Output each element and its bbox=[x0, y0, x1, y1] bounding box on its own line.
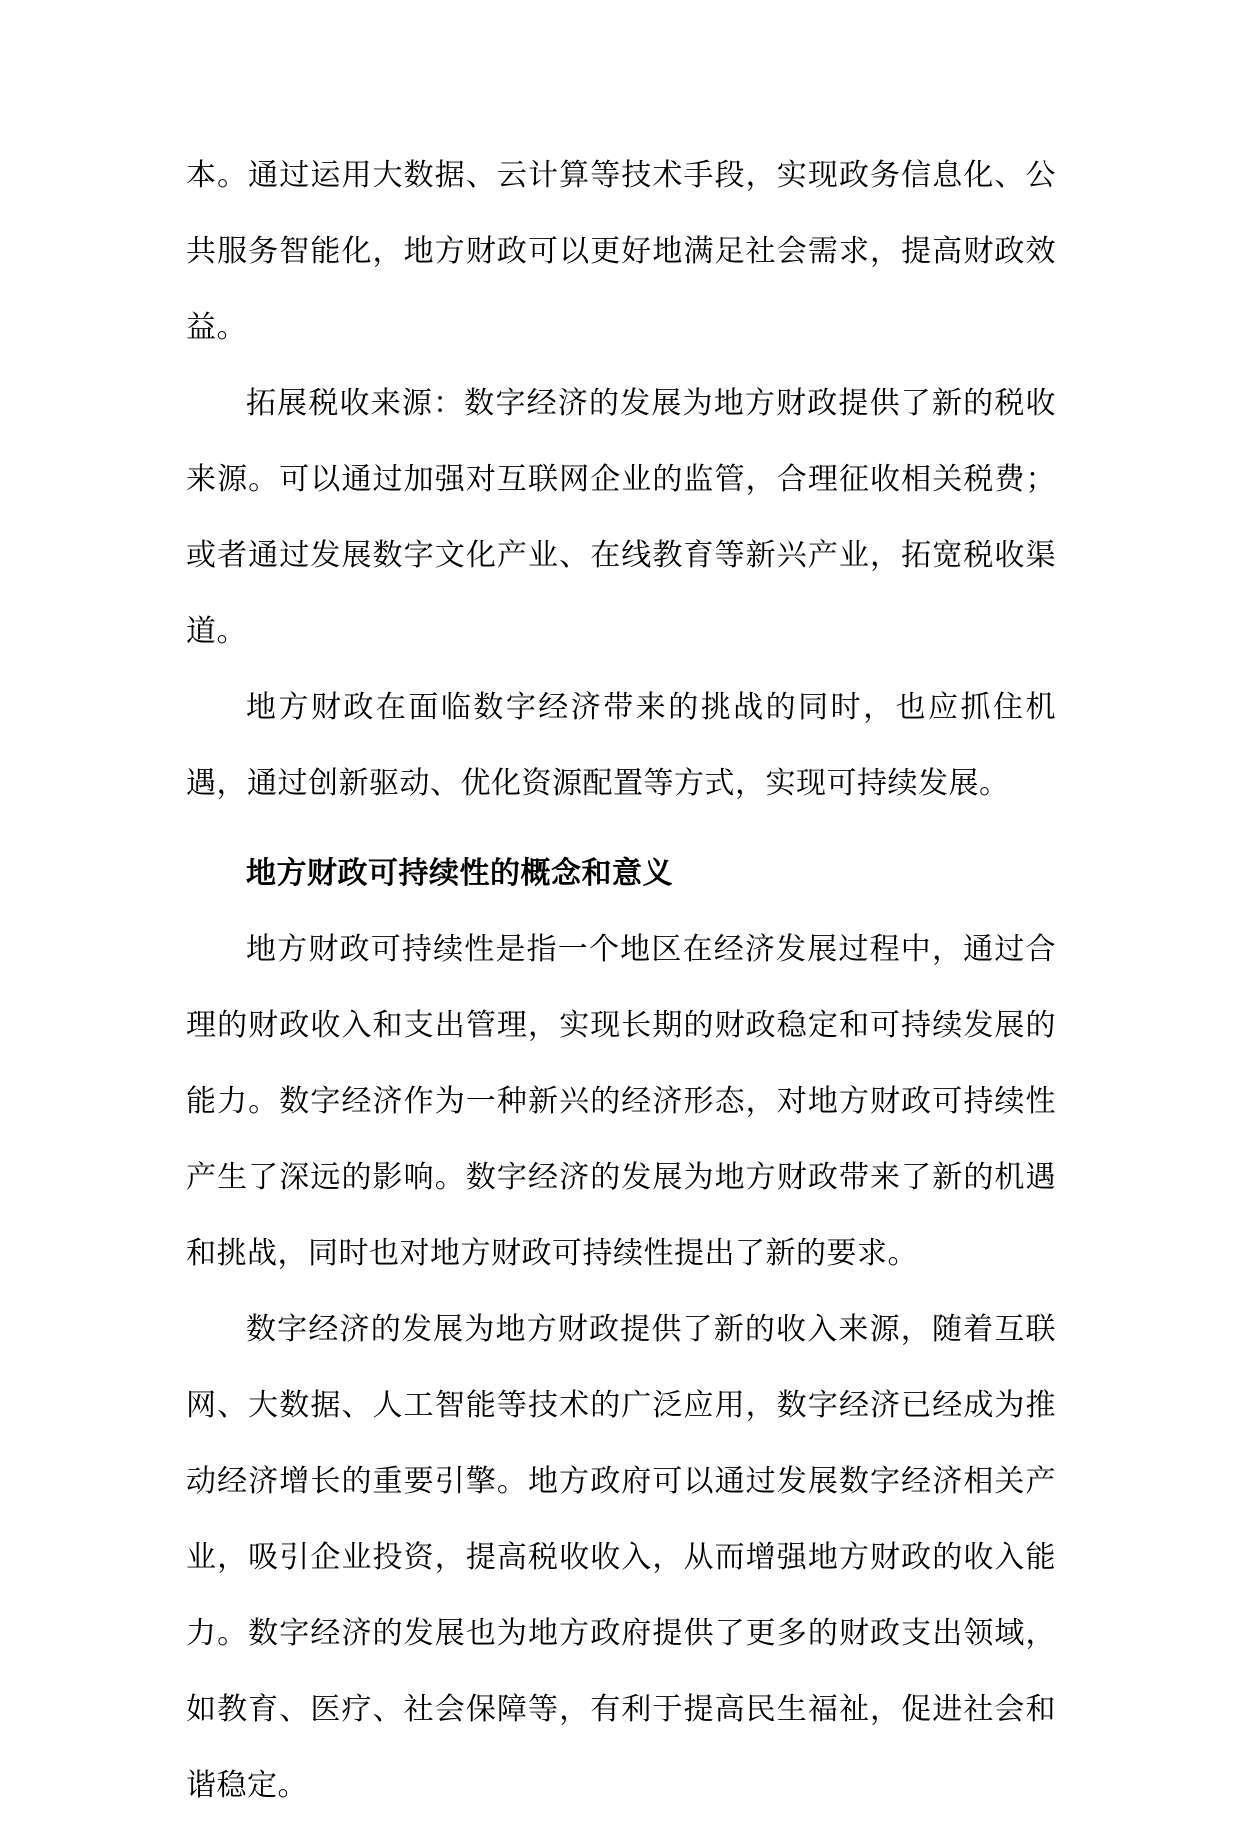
paragraph-sustainability-definition: 地方财政可持续性是指一个地区在经济发展过程中，通过合理的财政收入和支出管理，实现长期的财政稳定和可持续发展的能力。数字经济作为一种新兴的经济形态，对地方财政可持续性产生了深远的影响。数字经济的发展为地方财政带来了新的机遇和挑战，同时也对地方财政可持续性提出了新的要求。 bbox=[186, 932, 1056, 1271]
section-heading: 地方财政可持续性的概念和意义 bbox=[246, 856, 673, 891]
paragraph-tax-sources: 拓展税收来源：数字经济的发展为地方财政提供了新的税收来源。可以通过加强对互联网企业的监管，合理征收相关税费；或者通过发展数字文化产业、在线教育等新兴产业，拓宽税收渠道。 bbox=[186, 386, 1056, 649]
document-body bbox=[186, 138, 1056, 1824]
paragraph-challenges: 地方财政在面临数字经济带来的挑战的同时，也应抓住机遇，通过创新驱动、优化资源配置等方式，实现可持续发展。 bbox=[186, 690, 1056, 801]
paragraph-digital-economy-revenue: 数字经济的发展为地方财政提供了新的收入来源，随着互联网、大数据、人工智能等技术的广泛应用，数字经济已经成为推动经济增长的重要引擎。地方政府可以通过发展数字经济相关产业，吸引企业投资，提高税收收入，从而增强地方财政的收入能力。数字经济的发展也为地方政府提供了更多的财政支出领域，如教育、医疗、社会保障等，有利于提高民生福祉，促进社会和谐稳定。 bbox=[186, 1312, 1056, 1803]
paragraph-continuation: 本。通过运用大数据、云计算等技术手段，实现政务信息化、公共服务智能化，地方财政可以更好地满足社会需求，提高财政效益。 bbox=[186, 158, 1056, 345]
